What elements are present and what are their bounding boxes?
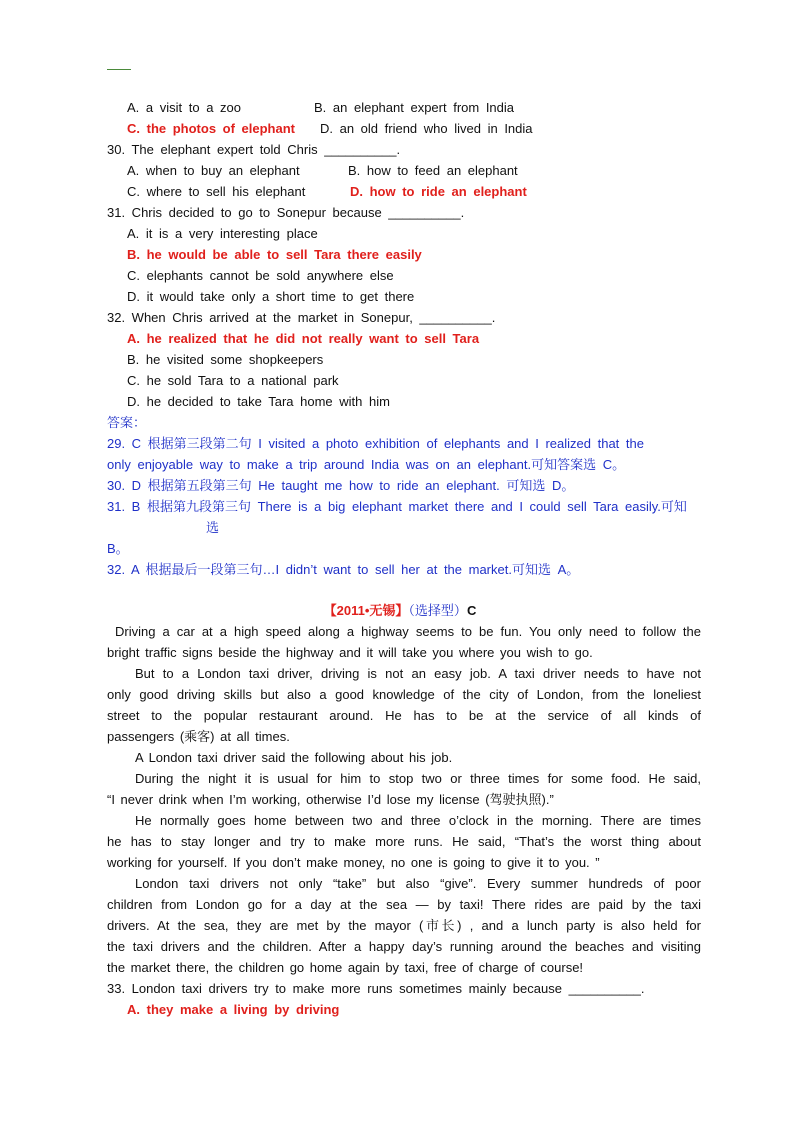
passage-paragraph-1 [115,621,701,642]
passage-paragraph-2 [135,663,701,684]
section-title-letter: C [466,603,477,618]
q30-option-b: B. how to feed an elephant [348,163,518,178]
q32-option-b: B. he visited some shopkeepers [127,352,324,367]
q29-option-c-answer: C. the photos of elephant [127,121,295,136]
passage-line: He normally goes home between two and three o’clock in the morning. There are times [135,813,701,828]
passage-line: drivers. At the sea, they are met by the mayor (市长) , and a lunch party is also held for [107,918,701,933]
passage-paragraph-4-cont [107,789,701,810]
q31-option-a: A. it is a very interesting place [127,226,318,241]
passage-line: children from London go for a day at the sea — by taxi! There rides are paid by the taxi [107,897,701,912]
q29-option-a: A. a visit to a zoo [127,100,241,115]
answer-30: 30. D 根据第五段第三句 He taught me how to ride an elephant. 可知选 D。 [107,478,575,493]
q30-option-d-answer: D. how to ride an elephant [350,184,527,199]
answer-32: 32. A 根据最后一段第三句…I didn’t want to sell her at the market.可知选 A。 [107,562,580,577]
passage-paragraph-6 [135,873,701,894]
passage-paragraph-4 [135,768,701,789]
passage-line: the taxi drivers and the children. After a happy day’s running around the beaches and visiting [107,939,701,954]
q30-stem: 30. The elephant expert told Chris __________. [107,142,401,157]
q30-option-a: A. when to buy an elephant [127,163,300,178]
passage-line: London taxi drivers not only “take” but also “give”. Every summer hundreds of poor [135,876,701,891]
q31-option-c: C. elephants cannot be sold anywhere else [127,268,394,283]
passage-line: A London taxi driver said the following about his job. [135,750,453,765]
passage-line: During the night it is usual for him to stop two or three times for some food. He said, [135,771,701,786]
q29-option-b: B. an elephant expert from India [314,100,515,115]
passage-line: the market there, the children go home again by taxi, free of charge of course! [107,960,584,975]
answer-31-line-1: 31. B 根据第九段第三句 There is a big elephant market there and I could sell Tara easily.可知 [107,499,687,514]
answer-31-line-2: 选 [206,520,220,535]
passage-line: “I never drink when I’m working, otherwise I’d lose my license (驾驶执照).” [107,792,554,807]
q33-option-a-answer: A. they make a living by driving [127,1002,340,1017]
passage-line: Driving a car at a high speed along a highway seems to be fun. You only need to follow the [115,624,701,639]
passage-line: working for yourself. If you don’t make money, no one is going to give it to you. ” [107,855,600,870]
section-title-source: 【2011•无锡】 [323,603,409,618]
answer-31-line-3: B。 [107,541,129,556]
passage-line: street to the popular restaurant around. He has to be at the service of all kinds of [107,708,701,723]
header-rule [107,69,131,70]
answer-29-line-1: 29. C 根据第三段第二句 I visited a photo exhibition of elephants and I realized that the [107,436,644,451]
passage-paragraph-1-cont [107,642,701,663]
passage-paragraph-5-cont [107,831,701,873]
passage-line: passengers (乘客) at all times. [107,729,290,744]
answers-heading: 答案： [107,415,147,430]
q32-option-c: C. he sold Tara to a national park [127,373,339,388]
passage-paragraph-6-cont [107,894,701,978]
q32-option-a-answer: A. he realized that he did not really want to sell Tara [127,331,480,346]
q31-option-d: D. it would take only a short time to get there [127,289,415,304]
section-title-type: （选择型） [408,603,467,618]
q32-option-d: D. he decided to take Tara home with him [127,394,390,409]
passage-line: he has to stay longer and try to make more runs. He said, “That’s the worst thing about [107,834,701,849]
q32-stem: 32. When Chris arrived at the market in Sonepur, __________. [107,310,496,325]
answer-29-line-2: only enjoyable way to make a trip around India was on an elephant.可知答案选 C。 [107,457,626,472]
passage-paragraph-5 [135,810,701,831]
passage-line: only good driving skills but also a good knowledge of the city of London, from the loneliest [107,687,701,702]
q30-option-c: C. where to sell his elephant [127,184,306,199]
q31-stem: 31. Chris decided to go to Sonepur because __________. [107,205,465,220]
passage-paragraph-2-cont [107,684,701,747]
section-title [0,600,800,621]
q29-option-d: D. an old friend who lived in India [320,121,533,136]
passage-paragraph-3 [135,747,701,768]
passage-line: But to a London taxi driver, driving is not an easy job. A taxi driver needs to have not [135,666,701,681]
q31-option-b-answer: B. he would be able to sell Tara there easily [127,247,422,262]
q33-stem: 33. London taxi drivers try to make more runs sometimes mainly because __________. [107,981,645,996]
passage-line: bright traffic signs beside the highway and it will take you where you wish to go. [107,645,593,660]
